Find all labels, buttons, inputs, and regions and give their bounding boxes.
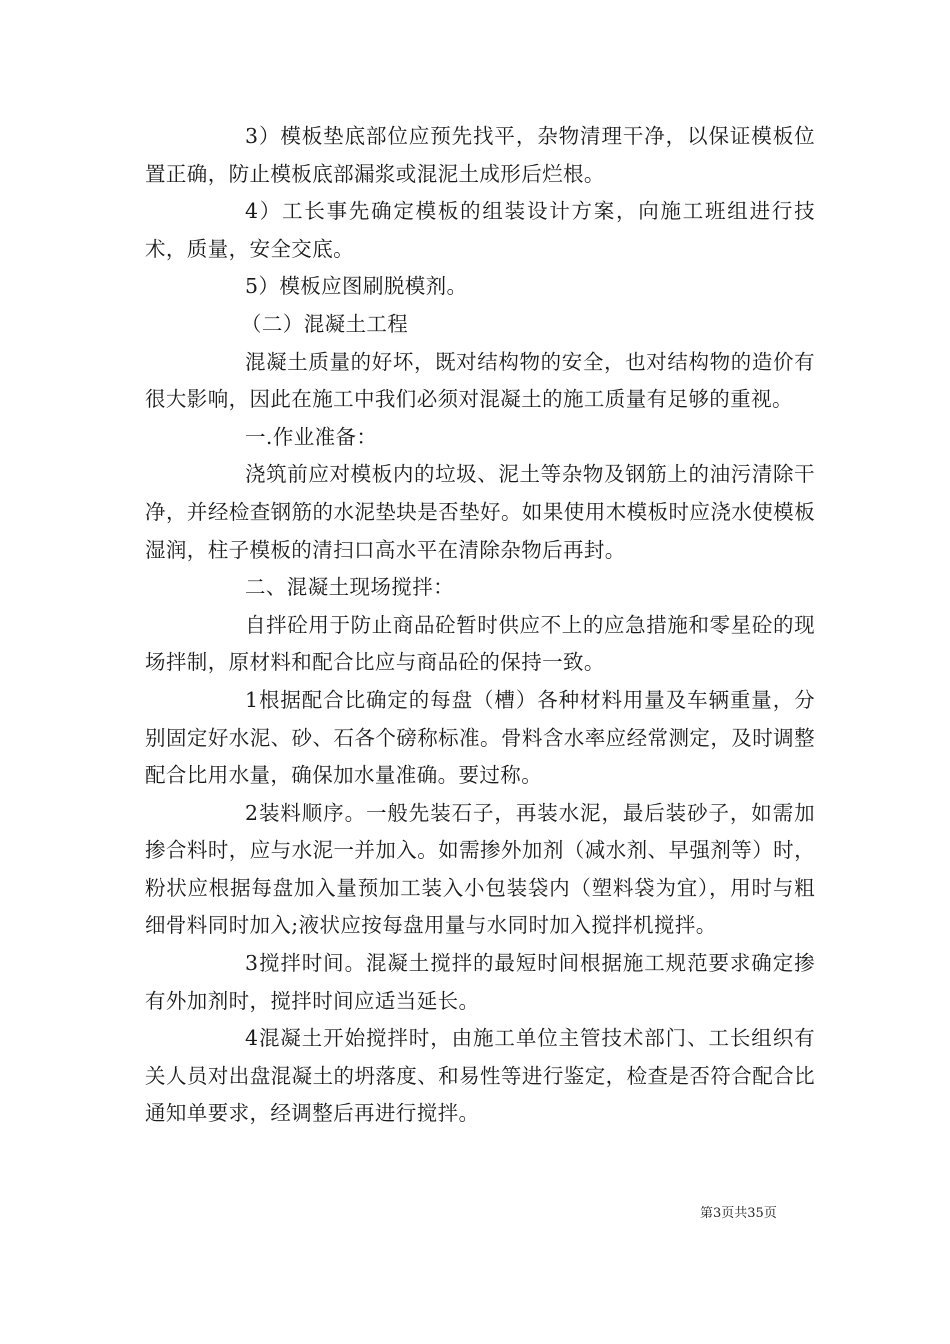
- paragraph-mix-ratio: 1根据配合比确定的每盘（槽）各种材料用量及车辆重量，分别固定好水泥、砂、石各个磅称标准。骨料含水率应经常测定，及时调整配合比用水量，确保加水量准确。要过称。: [145, 687, 815, 788]
- paragraph-formwork-design: 4）工长事先确定模板的组装设计方案，向施工班组进行技术，质量，安全交底。: [145, 199, 815, 261]
- subheading-preparation: 一.作业准备：: [245, 424, 378, 449]
- document-body: [145, 118, 815, 1133]
- paragraph-preparation: 浇筑前应对模板内的垃圾、泥土等杂物及钢筋上的油污清除干净，并经检查钢筋的水泥垫块是否垫好。如果使用木模板时应浇水使模板湿润，柱子模板的清扫口高水平在清除杂物后再封。: [145, 462, 815, 562]
- page-number-footer: 第3页共35页: [700, 1206, 777, 1221]
- subheading-site-mixing: 二、混凝土现场搅拌：: [245, 575, 454, 600]
- paragraph-mixing-start: 4混凝土开始搅拌时，由施工单位主管技术部门、工长组织有关人员对出盘混凝土的坍落度、和易性等进行鉴定，检查是否符合配合比通知单要求，经调整后再进行搅拌。: [145, 1026, 815, 1126]
- section-heading-concrete: （二）混凝土工程: [241, 311, 409, 336]
- paragraph-release-agent: 5）模板应图刷脱模剂。: [245, 274, 468, 299]
- paragraph-concrete-quality: 混凝土质量的好坏，既对结构物的安全，也对结构物的造价有很大影响，因此在施工中我们必须对混凝土的施工质量有足够的重视。: [145, 349, 815, 412]
- paragraph-site-mixing: 自拌砼用于防止商品砼暂时供应不上的应急措施和零星砼的现场拌制，原材料和配合比应与商品砼的保持一致。: [145, 612, 815, 675]
- paragraph-formwork-leveling: 3）模板垫底部位应预先找平，杂物清理干净，以保证模板位置正确，防止模板底部漏浆或混泥土成形后烂根。: [145, 124, 815, 186]
- paragraph-loading-order: 2装料顺序。一般先装石子，再装水泥，最后装砂子，如需加掺合料时，应与水泥一并加入。如需掺外加剂（减水剂、早强剂等）时，粉状应根据每盘加入量预加工装入小包装袋内（塑料袋为宜），用时与粗细骨料同时加入;液状应按每盘用量与水同时加入搅拌机搅拌。: [145, 800, 815, 938]
- paragraph-mixing-time: 3搅拌时间。混凝土搅拌的最短时间根据施工规范要求确定掺有外加剂时，搅拌时间应适当延长。: [145, 951, 815, 1013]
